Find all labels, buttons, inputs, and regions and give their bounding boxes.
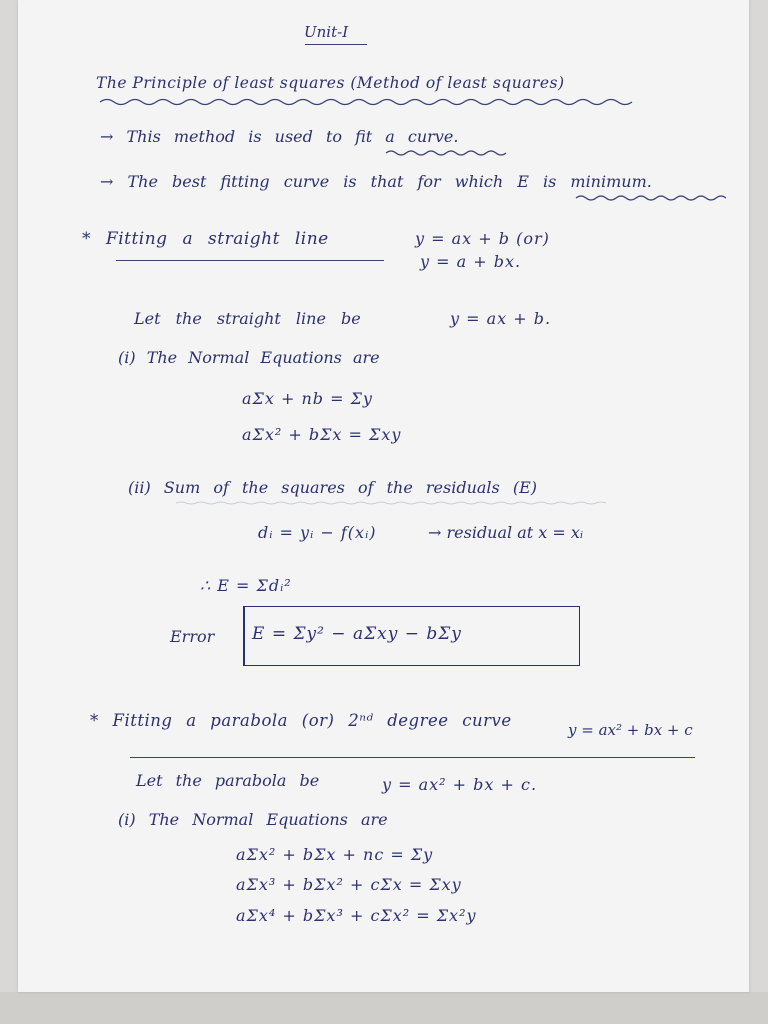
residuals-underline: [176, 500, 606, 506]
straight-line-heading: * Fitting a straight line: [82, 229, 329, 249]
straight-line-normal-eq-2: aΣx² + bΣx = Σxy: [242, 425, 402, 444]
straight-line-form-2: y = a + bx.: [420, 252, 522, 271]
parabola-heading: * Fitting a parabola (or) 2ⁿᵈ degree curve: [90, 711, 512, 730]
principle-title: The Principle of least squares (Method of least squares): [96, 74, 565, 92]
straight-line-heading-underline: [116, 260, 384, 261]
fit-curve-wavy-underline: [386, 149, 506, 157]
straight-line-let-eq: y = ax + b.: [450, 309, 552, 328]
residual-note: → residual at x = xᵢ: [428, 523, 584, 542]
parabola-let: Let the parabola be: [136, 771, 320, 790]
parabola-normal-eq-3: aΣx⁴ + bΣx³ + cΣx² = Σx²y: [236, 906, 477, 925]
error-formula: E = Σy² − aΣxy − bΣy: [252, 624, 462, 644]
bullet-best-fit: → The best fitting curve is that for which E is minimum.: [100, 172, 652, 191]
principle-title-wavy-underline: [100, 96, 640, 108]
unit-title-underline: [305, 44, 367, 45]
residuals-label: (ii) Sum of the squares of the residuals (E): [128, 478, 538, 497]
straight-line-normal-label: (i) The Normal Equations are: [118, 348, 380, 367]
unit-title: Unit-I: [304, 23, 349, 41]
parabola-normal-label: (i) The Normal Equations are: [118, 810, 388, 829]
error-label: Error: [170, 627, 215, 646]
parabola-normal-eq-2: aΣx³ + bΣx² + cΣx = Σxy: [236, 875, 462, 894]
bullet-fit-curve: → This method is used to fit a curve.: [100, 127, 459, 146]
parabola-normal-eq-1: aΣx² + bΣx + nc = Σy: [236, 845, 434, 864]
parabola-let-eq: y = ax² + bx + c.: [382, 775, 538, 794]
therefore-equation: ∴ E = Σdᵢ²: [200, 576, 292, 595]
parabola-heading-eq: y = ax² + bx + c: [568, 721, 693, 739]
residual-equation: dᵢ = yᵢ − f(xᵢ): [258, 523, 377, 542]
minimum-wavy-underline: [576, 194, 726, 202]
background-surface: [0, 992, 768, 1024]
parabola-heading-underline: [130, 757, 695, 758]
straight-line-form-1: y = ax + b (or): [415, 229, 550, 248]
straight-line-let: Let the straight line be: [134, 309, 361, 328]
straight-line-normal-eq-1: aΣx + nb = Σy: [242, 389, 373, 408]
